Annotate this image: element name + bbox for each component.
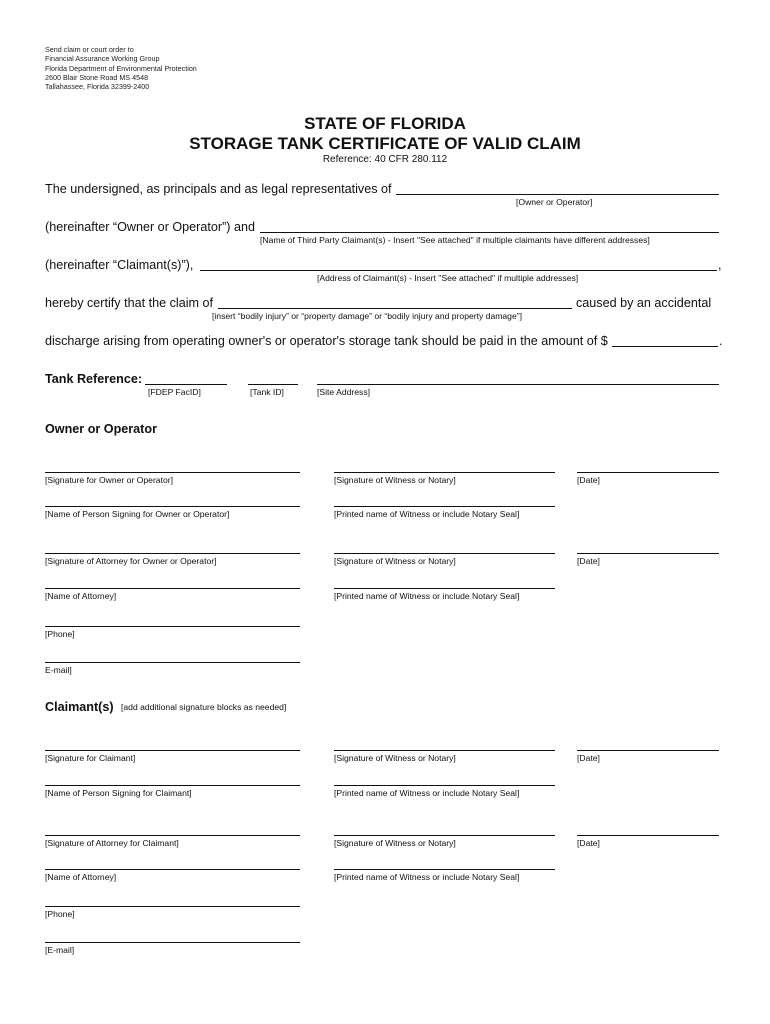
owner-witness-caption: [Signature of Witness or Notary]	[334, 475, 456, 485]
address-line: 2600 Blair Stone Road MS 4548	[45, 72, 149, 82]
site-address-caption: [Site Address]	[317, 387, 371, 397]
claimant-phone-field[interactable]	[45, 906, 300, 907]
claimant-date-caption: [Date]	[577, 753, 600, 763]
claimant-attorney-signature-field[interactable]	[45, 835, 300, 836]
owner-witness-printed-caption: [Printed name of Witness or include Notary Seal]	[334, 509, 520, 519]
owner-attorney-witness-printed-field[interactable]	[334, 588, 555, 589]
owner-phone-field[interactable]	[45, 626, 300, 627]
mailing-address	[45, 45, 197, 91]
claimant-name-field[interactable]	[260, 232, 719, 233]
owner-attorney-witness-printed-caption: [Printed name of Witness or include Notary Seal]	[334, 591, 520, 601]
address-line: Send claim or court order to	[45, 45, 134, 54]
statement-line-4: hereby certify that the claim of	[45, 296, 213, 310]
claimant-name-signer-caption: [Name of Person Signing for Claimant]	[45, 788, 192, 798]
owner-operator-caption: [Owner or Operator]	[516, 197, 593, 207]
claimant-section-heading: Claimant(s)	[45, 700, 114, 714]
claimant-witness-printed-caption: [Printed name of Witness or include Notary Seal]	[334, 788, 520, 798]
claimant-attorney-witness-caption: [Signature of Witness or Notary]	[334, 838, 456, 848]
owner-signature-caption: [Signature for Owner or Operator]	[45, 475, 174, 485]
tank-id-field[interactable]	[248, 384, 298, 385]
owner-date-field[interactable]	[577, 472, 719, 473]
claimant-witness-signature-field[interactable]	[334, 750, 555, 751]
owner-attorney-date-field[interactable]	[577, 553, 719, 554]
claimant-attorney-date-field[interactable]	[577, 835, 719, 836]
fdep-facid-field[interactable]	[145, 384, 227, 385]
owner-attorney-witness-caption: [Signature of Witness or Notary]	[334, 556, 456, 566]
statement-line-3: (hereinafter “Claimant(s)”),	[45, 258, 194, 272]
claimant-email-field[interactable]	[45, 942, 300, 943]
owner-email-field[interactable]	[45, 662, 300, 663]
claimant-section-note: [add additional signature blocks as needed]	[121, 702, 287, 712]
claimant-witness-printed-field[interactable]	[334, 785, 555, 786]
address-line: Financial Assurance Working Group	[45, 54, 160, 64]
claimant-attorney-witness-printed-caption: [Printed name of Witness or include Notary Seal]	[334, 872, 520, 882]
claimant-signature-field[interactable]	[45, 750, 300, 751]
document-reference: Reference: 40 CFR 280.112	[322, 154, 448, 165]
tank-reference-label: Tank Reference:	[45, 372, 143, 386]
tank-id-caption: [Tank ID]	[250, 387, 284, 397]
claimant-name-caption: [Name of Third Party Claimant(s) - Insert "See attached" if multiple claimants have different addresses]	[260, 235, 650, 245]
owner-attorney-date-caption: [Date]	[577, 556, 600, 566]
owner-attorney-name-caption: [Name of Attorney]	[45, 591, 117, 601]
claimant-attorney-witness-printed-field[interactable]	[334, 869, 555, 870]
owner-phone-caption: [Phone]	[45, 629, 75, 639]
owner-witness-printed-field[interactable]	[334, 506, 555, 507]
statement-line-1: The undersigned, as principals and as legal representatives of	[45, 182, 392, 196]
site-address-field[interactable]	[317, 384, 719, 385]
claimant-date-field[interactable]	[577, 750, 719, 751]
document-title: STORAGE TANK CERTIFICATE OF VALID CLAIM	[189, 134, 581, 153]
owner-attorney-signature-field[interactable]	[45, 553, 300, 554]
claimant-phone-caption: [Phone]	[45, 909, 75, 919]
statement-line-4-end: caused by an accidental	[576, 296, 712, 310]
owner-name-caption: [Name of Person Signing for Owner or Operator]	[45, 509, 230, 519]
owner-date-caption: [Date]	[577, 475, 600, 485]
owner-signature-field[interactable]	[45, 472, 300, 473]
document-title-state: STATE OF FLORIDA	[304, 114, 466, 133]
amount-field[interactable]	[612, 346, 718, 347]
address-line: Tallahassee, Florida 32399-2400	[45, 82, 150, 92]
statement-comma: ,	[718, 258, 722, 272]
claimant-attorney-witness-field[interactable]	[334, 835, 555, 836]
statement-line-2: (hereinafter “Owner or Operator”) and	[45, 220, 255, 234]
claimant-attorney-signature-caption: [Signature of Attorney for Claimant]	[45, 838, 179, 848]
owner-attorney-name-field[interactable]	[45, 588, 300, 589]
owner-email-caption: E-mail]	[45, 665, 72, 675]
statement-line-5: discharge arising from operating owner's or operator's storage tank should be paid in the amount of $	[45, 334, 608, 348]
address-line: Florida Department of Environmental Protection	[45, 63, 197, 73]
claimant-attorney-name-field[interactable]	[45, 869, 300, 870]
statement-period: .	[719, 334, 723, 348]
claim-type-field[interactable]	[218, 308, 572, 309]
claimant-signature-caption: [Signature for Claimant]	[45, 753, 136, 763]
claimant-name-signer-field[interactable]	[45, 785, 300, 786]
owner-attorney-witness-field[interactable]	[334, 553, 555, 554]
owner-section-heading: Owner or Operator	[45, 422, 157, 436]
owner-name-field[interactable]	[45, 506, 300, 507]
claimant-address-field[interactable]	[200, 270, 717, 271]
claim-type-caption: [insert “bodily injury” or “property damage” or “bodily injury and property damage”]	[212, 311, 522, 321]
owner-operator-field[interactable]	[396, 194, 719, 195]
claimant-attorney-date-caption: [Date]	[577, 838, 600, 848]
fdep-facid-caption: [FDEP FacID]	[148, 387, 201, 397]
claimant-email-caption: [E-mail]	[45, 945, 75, 955]
claimant-address-caption: [Address of Claimant(s) - Insert "See attached" if multiple addresses]	[317, 273, 579, 283]
owner-witness-signature-field[interactable]	[334, 472, 555, 473]
claimant-attorney-name-caption: [Name of Attorney]	[45, 872, 117, 882]
claimant-witness-caption: [Signature of Witness or Notary]	[334, 753, 456, 763]
owner-attorney-signature-caption: [Signature of Attorney for Owner or Operator]	[45, 556, 217, 566]
